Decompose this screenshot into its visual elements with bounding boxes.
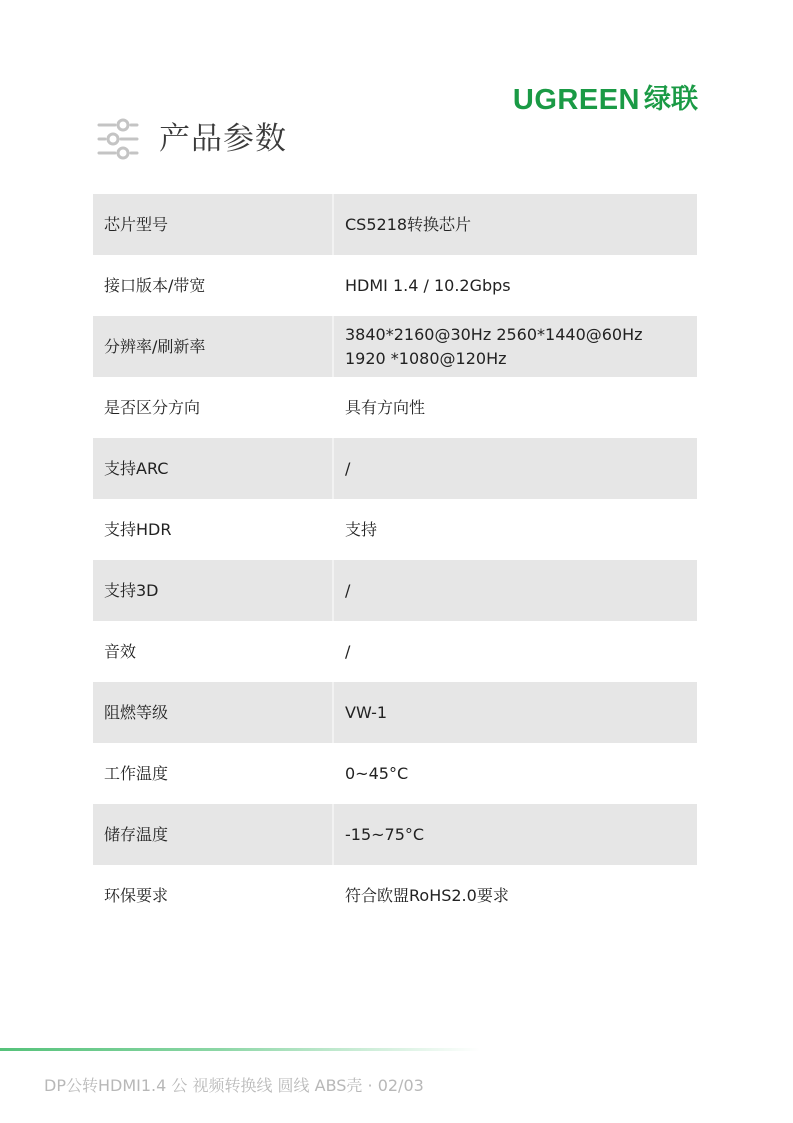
spec-label: 芯片型号 bbox=[104, 214, 169, 234]
brand-name-cn: 绿联 bbox=[644, 84, 698, 115]
spec-label: 储存温度 bbox=[104, 824, 169, 844]
spec-row bbox=[93, 865, 697, 926]
spec-value: / bbox=[345, 641, 351, 661]
spec-value: CS5218转换芯片 bbox=[345, 214, 472, 234]
spec-value: VW-1 bbox=[345, 702, 388, 722]
spec-row bbox=[93, 560, 697, 621]
spec-label: 接口版本/带宽 bbox=[104, 275, 206, 295]
spec-label: 工作温度 bbox=[104, 763, 169, 783]
spec-value: -15~75°C bbox=[345, 824, 425, 844]
spec-row bbox=[93, 682, 697, 743]
spec-row bbox=[93, 255, 697, 316]
spec-value: / bbox=[345, 580, 351, 600]
section-title: 产品参数 bbox=[159, 121, 287, 157]
spec-value: 3840*2160@30Hz 2560*1440@60Hz 1920 *1080@120Hz bbox=[345, 324, 643, 368]
spec-row bbox=[93, 316, 697, 377]
spec-row bbox=[93, 743, 697, 804]
brand-name-en: UGREEN bbox=[512, 84, 640, 116]
section-header bbox=[97, 114, 287, 164]
spec-label: 是否区分方向 bbox=[104, 397, 201, 417]
spec-label: 音效 bbox=[104, 641, 137, 661]
spec-row bbox=[93, 377, 697, 438]
spec-value: 支持 bbox=[345, 519, 378, 539]
spec-row bbox=[93, 621, 697, 682]
sliders-icon bbox=[97, 117, 141, 161]
spec-row bbox=[93, 438, 697, 499]
spec-value: 0~45°C bbox=[345, 763, 409, 783]
spec-value: 具有方向性 bbox=[345, 397, 426, 417]
spec-label: 分辨率/刷新率 bbox=[104, 336, 206, 356]
spec-row bbox=[93, 194, 697, 255]
spec-label: 阻燃等级 bbox=[104, 702, 169, 722]
spec-label: 支持HDR bbox=[104, 519, 172, 539]
spec-row bbox=[93, 804, 697, 865]
spec-value: HDMI 1.4 / 10.2Gbps bbox=[345, 275, 511, 295]
spec-table bbox=[93, 194, 697, 926]
spec-label: 环保要求 bbox=[104, 885, 169, 905]
spec-value: / bbox=[345, 458, 351, 478]
footer-caption: DP公转HDMI1.4 公 视频转换线 圆线 ABS壳 · 02/03 bbox=[44, 1076, 424, 1095]
footer-divider bbox=[0, 1048, 480, 1051]
spec-value: 符合欧盟RoHS2.0要求 bbox=[345, 885, 509, 905]
spec-label: 支持ARC bbox=[104, 458, 169, 478]
spec-row bbox=[93, 499, 697, 560]
brand-logo bbox=[513, 84, 698, 116]
spec-label: 支持3D bbox=[104, 580, 159, 600]
